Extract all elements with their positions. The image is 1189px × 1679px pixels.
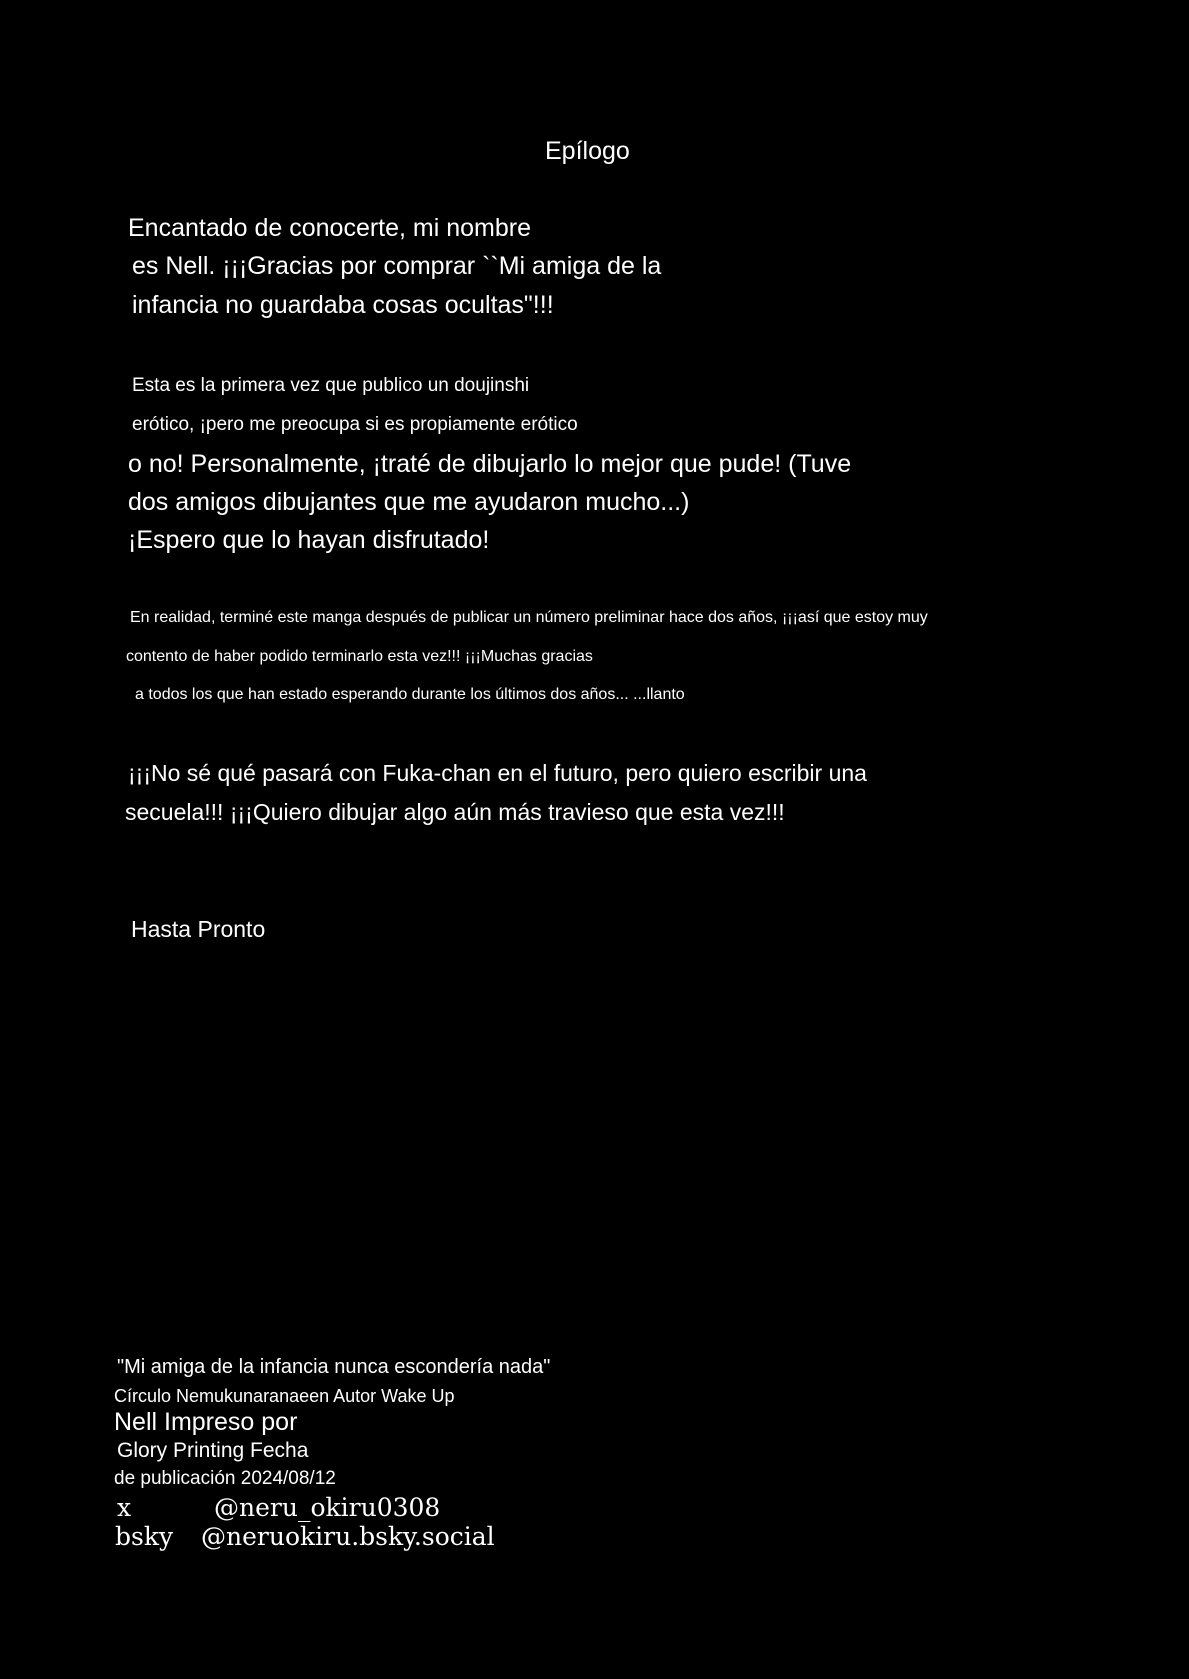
colophon-author: Nell Impreso por	[114, 1408, 298, 1436]
colophon-printer: Glory Printing Fecha	[117, 1439, 309, 1462]
colophon-circle: Círculo Nemukunaranaeen Autor Wake Up	[114, 1386, 455, 1406]
sequel-line: ¡¡¡No sé qué pasará con Fuka-chan en el futuro, pero quiero escribir una	[128, 760, 867, 786]
intro-line: es Nell. ¡¡¡Gracias por comprar ``Mi amiga de la	[132, 252, 662, 280]
first-time-line: ¡Espero que lo hayan disfrutado!	[128, 526, 490, 554]
intro-line: Encantado de conocerte, mi nombre	[128, 214, 532, 242]
social-bsky-label: bsky	[115, 1522, 174, 1551]
first-time-line: Esta es la primera vez que publico un doujinshi	[132, 375, 530, 396]
social-bsky-handle: @neruokiru.bsky.social	[201, 1522, 495, 1551]
social-x-label: x	[117, 1493, 132, 1522]
first-time-line: o no! Personalmente, ¡traté de dibujarlo lo mejor que pude! (Tuve	[128, 450, 852, 478]
colophon-date: de publicación 2024/08/12	[114, 1468, 336, 1489]
first-time-line: erótico, ¡pero me preocupa si es propiamente erótico	[132, 414, 578, 435]
finished-line: contento de haber podido terminarlo esta vez!!! ¡¡¡Muchas gracias	[126, 648, 593, 665]
colophon-title: "Mi amiga de la infancia nunca escondería nada"	[117, 1356, 551, 1378]
intro-line: infancia no guardaba cosas ocultas"!!!	[132, 291, 554, 319]
social-x-handle: @neru_okiru0308	[214, 1493, 441, 1522]
page-title: Epílogo	[545, 137, 630, 165]
finished-line: En realidad, terminé este manga después de publicar un número preliminar hace dos años, ¡¡¡así que estoy muy	[130, 609, 928, 626]
first-time-line: dos amigos dibujantes que me ayudaron mucho...)	[128, 488, 690, 516]
sequel-line: secuela!!! ¡¡¡Quiero dibujar algo aún más travieso que esta vez!!!	[125, 799, 785, 825]
closing-text: Hasta Pronto	[131, 916, 266, 942]
finished-line: a todos los que han estado esperando durante los últimos dos años... ...llanto	[135, 686, 685, 703]
